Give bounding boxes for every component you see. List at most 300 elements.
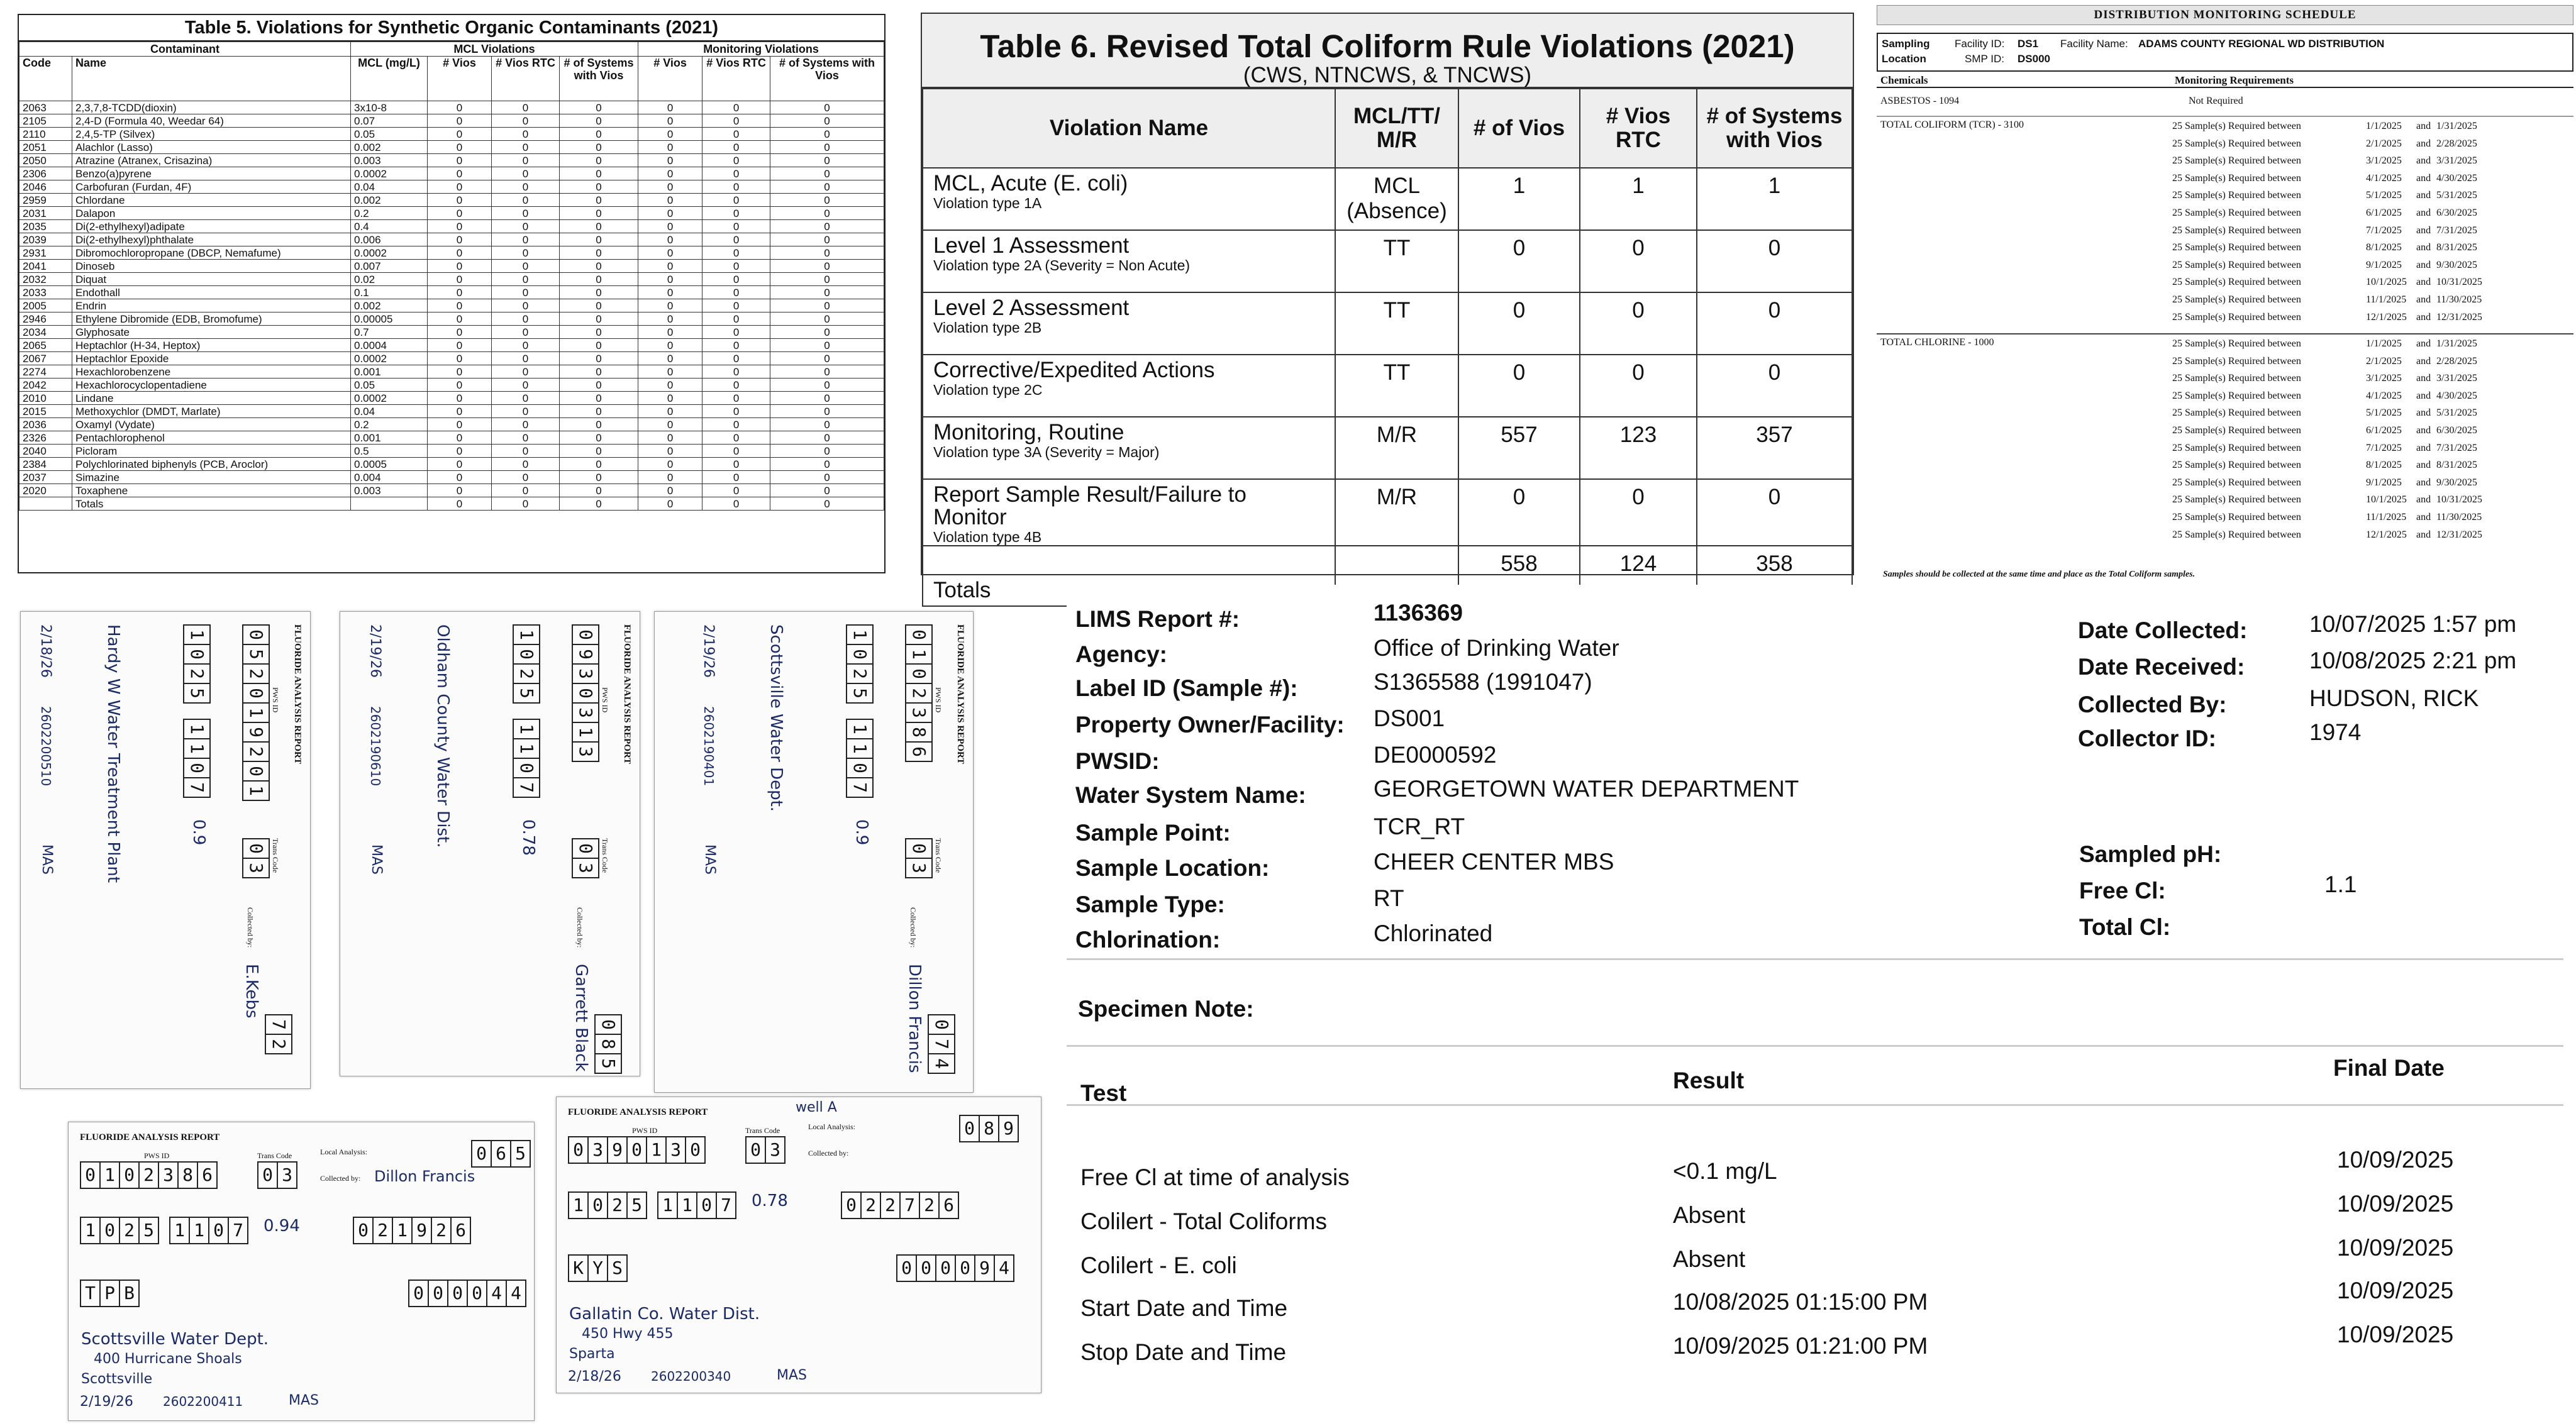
table5-cell: 0: [702, 405, 770, 418]
digit-boxes-contam: [846, 624, 874, 702]
digit-box: 5: [513, 683, 540, 704]
collector-name: E.Kebs: [242, 964, 261, 1019]
schedule-line-text: 25 Sample(s) Required between: [2172, 121, 2301, 131]
schedule-and: and: [2416, 190, 2431, 201]
table5-cell: 0: [560, 154, 638, 167]
table5-cell: 0.003: [351, 154, 428, 167]
table5-cell: 0: [560, 299, 638, 312]
table5-cell: 0: [492, 220, 560, 233]
table5-cell: 0: [428, 418, 492, 431]
totals-label: Totals: [923, 546, 1335, 606]
col-test: Test: [1080, 1080, 1127, 1106]
violation-type: Violation type 4B: [933, 529, 1042, 545]
digit-boxes-count: [928, 1014, 955, 1073]
table5-cell: 0: [702, 379, 770, 392]
table5-cell: 0: [638, 207, 702, 220]
table5-row: [19, 141, 884, 154]
table5-cell: 0: [702, 458, 770, 471]
table5-cell: 0: [560, 167, 638, 180]
table5-cell: 0: [428, 339, 492, 352]
table5-cell: 0: [428, 405, 492, 418]
table5-cell: 0.006: [351, 233, 428, 246]
table5-cell: 0: [492, 405, 560, 418]
table5-row: [19, 273, 884, 286]
violation-rtc: 1: [1580, 168, 1697, 230]
table6-row: [923, 417, 1852, 479]
digit-box: 3: [665, 1136, 686, 1164]
table5-cell: 2063: [19, 101, 72, 114]
table5-cell: 0: [560, 445, 638, 458]
table5-cell: 0: [428, 114, 492, 128]
digit-box: 1: [513, 738, 540, 759]
digit-box: 1: [846, 719, 874, 739]
table5-cell: 0: [638, 286, 702, 299]
trans-label: Trans Code: [601, 838, 609, 873]
table5-cell: 2051: [19, 141, 72, 154]
violation-name-cell: [923, 355, 1335, 417]
collected-label: Collected by:: [246, 907, 255, 948]
table5-cell: 0: [638, 180, 702, 194]
schedule-and: and: [2416, 277, 2431, 288]
table5-cell: 0: [492, 207, 560, 220]
schedule-end-date: 9/30/2025: [2436, 259, 2477, 270]
table5-cell: 2040: [19, 445, 72, 458]
table5-cell: Glyphosate: [72, 326, 351, 339]
digit-box: 6: [491, 1140, 511, 1168]
table5-cell: 2274: [19, 365, 72, 379]
schedule-end-date: 2/28/2025: [2436, 138, 2477, 149]
schedule-end-date: 2/28/2025: [2436, 355, 2477, 367]
schedule-and: and: [2416, 477, 2431, 488]
table5-row: [19, 207, 884, 220]
table5-cell: 0.001: [351, 431, 428, 445]
digit-box: 0: [447, 1280, 468, 1307]
schedule-start-date: 1/1/2025: [2366, 121, 2402, 131]
digit-box: 0: [916, 1254, 936, 1282]
digit-box: 4: [928, 1053, 955, 1074]
table5-cell: 0: [492, 141, 560, 154]
schedule-and: and: [2416, 407, 2431, 419]
table5-cell: 0: [638, 299, 702, 312]
table5-row: [19, 260, 884, 273]
digit-box: 8: [594, 1034, 622, 1054]
digit-box: 1: [183, 719, 211, 739]
table5-cell: Dinoseb: [72, 260, 351, 273]
lims-value-8: RT: [1374, 885, 1404, 911]
table5-cell: 0: [702, 128, 770, 141]
col-requirements: Monitoring Requirements: [2175, 74, 2294, 86]
trans-label: Trans Code: [934, 838, 943, 873]
digit-box: Y: [587, 1254, 608, 1282]
table5-header-0: Code: [19, 57, 72, 101]
table5-cell: 0: [638, 273, 702, 286]
violation-rtc: 0: [1580, 479, 1697, 546]
table5-cell: 0: [770, 220, 884, 233]
schedule-line-text: 25 Sample(s) Required between: [2172, 494, 2301, 506]
table5-cell: 0: [770, 405, 884, 418]
analyst-initials: MAS: [702, 844, 718, 875]
table5-cell: 0.5: [351, 445, 428, 458]
schedule-start-date: 9/1/2025: [2366, 259, 2402, 270]
digit-box: 2: [138, 1161, 159, 1189]
table5-cell: 0: [428, 194, 492, 207]
table5-cell: 0: [560, 233, 638, 246]
schedule-start-date: 12/1/2025: [2366, 529, 2407, 540]
schedule-start-date: 6/1/2025: [2366, 425, 2402, 436]
table5-cell: Ethylene Dibromide (EDB, Bromofume): [72, 312, 351, 326]
schedule-start-date: 10/1/2025: [2366, 494, 2407, 506]
violation-rtc: 123: [1580, 417, 1697, 479]
table5-cell: 0.0002: [351, 352, 428, 365]
schedule-end-date: 4/30/2025: [2436, 390, 2477, 401]
violation-name: Level 1 Assessment: [933, 233, 1130, 258]
table6-row: [923, 292, 1852, 355]
violation-name-cell: [923, 479, 1335, 546]
digit-box: 0: [572, 838, 599, 859]
table5-cell: 0: [560, 194, 638, 207]
table5-cell: 0: [560, 418, 638, 431]
digit-box: 0: [572, 683, 599, 704]
asbestos-req: Not Required: [2189, 96, 2243, 106]
digit-box: 0: [428, 1280, 448, 1307]
digit-box: 1: [183, 624, 211, 645]
schedule-and: and: [2416, 373, 2431, 384]
lims-label-5: Water System Name:: [1075, 782, 1306, 808]
digit-box: 1: [568, 1191, 589, 1219]
test-final-date: 10/09/2025: [2337, 1147, 2454, 1173]
schedule-line-text: 25 Sample(s) Required between: [2172, 425, 2301, 436]
table5-cell: 0: [428, 101, 492, 114]
digit-box: 0: [696, 1191, 717, 1219]
table5-cell: 2326: [19, 431, 72, 445]
digit-box: 2: [183, 663, 211, 684]
table5-cell: 2010: [19, 392, 72, 405]
facility-name: ADAMS COUNTY REGIONAL WD DISTRIBUTION: [2138, 38, 2385, 50]
schedule-and: and: [2416, 155, 2431, 167]
digit-box: 1: [80, 1217, 101, 1244]
table5-cell: 0: [770, 352, 884, 365]
collected-label: Collected by:: [808, 1149, 849, 1158]
table5-header-6: # Vios: [638, 57, 702, 101]
table5-cell: 0: [492, 154, 560, 167]
table5-cell: 0.004: [351, 471, 428, 484]
digit-boxes-trans: [745, 1136, 784, 1164]
table5-cell: 0: [428, 497, 492, 511]
schedule-and: and: [2416, 121, 2431, 131]
digit-box: B: [119, 1280, 140, 1307]
trans-label: Trans Code: [257, 1151, 292, 1160]
sampled-ph-label: Sampled pH:: [2079, 841, 2222, 867]
table5-cell: 0.002: [351, 141, 428, 154]
table5-cell: 0: [770, 418, 884, 431]
schedule-line-text: 25 Sample(s) Required between: [2172, 373, 2301, 384]
table5-cell: 0: [702, 286, 770, 299]
supply-name: Scottsville Water Dept.: [767, 624, 786, 812]
schedule-start-date: 10/1/2025: [2366, 277, 2407, 288]
table5-cell: 2065: [19, 339, 72, 352]
digit-box: 4: [506, 1280, 526, 1307]
table5-cell: 0: [492, 101, 560, 114]
table5-cell: 0.04: [351, 180, 428, 194]
result-value: 0.9: [852, 819, 871, 846]
free-cl-value: 1.1: [2324, 871, 2357, 897]
table5-cell: 0: [428, 312, 492, 326]
table5-cell: 0: [428, 326, 492, 339]
schedule-end-date: 8/31/2025: [2436, 242, 2477, 253]
table5-cell: Oxamyl (Vydate): [72, 418, 351, 431]
table5-cell: 0: [702, 207, 770, 220]
lab-number: 2602190401: [701, 706, 716, 787]
table5-cell: 0: [638, 326, 702, 339]
digit-boxes-contam: [513, 624, 540, 702]
chlorine-section: [1877, 334, 2573, 560]
table5-row: [19, 471, 884, 484]
table5-cell: 0: [770, 286, 884, 299]
digit-box: 1: [189, 1217, 209, 1244]
violation-vios: 557: [1458, 417, 1580, 479]
table5-cell: 2034: [19, 326, 72, 339]
table5-cell: 0: [638, 405, 702, 418]
digit-box: 0: [408, 1280, 429, 1307]
table5-cell: 2037: [19, 471, 72, 484]
digit-box: 1: [242, 780, 270, 801]
table5-cell: 0: [638, 339, 702, 352]
table5-cell: 0: [560, 326, 638, 339]
fluoride-card-e: [556, 1097, 1041, 1393]
supply-city: Sparta: [569, 1346, 615, 1362]
table5-row: [19, 101, 884, 114]
violation-mcl: MCL (Absence): [1335, 168, 1458, 230]
table5-cell: Simazine: [72, 471, 351, 484]
card-note: well A: [796, 1100, 837, 1115]
schedule-line-text: 25 Sample(s) Required between: [2172, 190, 2301, 201]
schedule-line-text: 25 Sample(s) Required between: [2172, 311, 2301, 323]
totals-sys: 358: [1697, 546, 1852, 606]
fluoride-card-a: [20, 611, 311, 1089]
table5-cell: 0: [702, 180, 770, 194]
trans-label: Trans Code: [745, 1126, 780, 1135]
supply-name: Gallatin Co. Water Dist.: [569, 1305, 760, 1324]
schedule-start-date: 2/1/2025: [2366, 355, 2402, 367]
table5-cell: 0: [770, 312, 884, 326]
divider: [1067, 1045, 2563, 1047]
table5-cell: 0: [702, 326, 770, 339]
digit-box: 3: [572, 702, 599, 723]
schedule-line-text: 25 Sample(s) Required between: [2172, 407, 2301, 419]
table5-row: [19, 167, 884, 180]
digit-box: 0: [257, 1161, 278, 1189]
violation-name-cell: [923, 417, 1335, 479]
digit-box: 6: [450, 1217, 471, 1244]
schedule-start-date: 3/1/2025: [2366, 373, 2402, 384]
digit-box: 2: [372, 1217, 393, 1244]
digit-box: 2: [242, 741, 270, 762]
table5-cell: 0.07: [351, 114, 428, 128]
lims-value-2: S1365588 (1991047): [1374, 669, 1592, 695]
digit-box: 7: [846, 777, 874, 798]
table5-cell: 0: [492, 392, 560, 405]
digit-box: 4: [994, 1254, 1014, 1282]
digit-box: 0: [242, 624, 270, 645]
test-final-date: 10/09/2025: [2337, 1235, 2454, 1261]
table5-cell: 2946: [19, 312, 72, 326]
test-name: Stop Date and Time: [1080, 1339, 1287, 1365]
digit-boxes-lab_id: [896, 1254, 1013, 1282]
test-name: Free Cl at time of analysis: [1080, 1164, 1350, 1190]
table5-group-mcl: MCL Violations: [351, 42, 638, 57]
schedule-and: and: [2416, 294, 2431, 305]
lims-right-label-0: Date Collected:: [2078, 617, 2248, 643]
digit-box: T: [80, 1280, 101, 1307]
violation-mcl: TT: [1335, 355, 1458, 417]
result-value: 0.78: [752, 1191, 788, 1210]
table5-cell: 0: [428, 286, 492, 299]
supply-name: Oldham County Water Dist.: [433, 624, 452, 848]
schedule-note: Samples should be collected at the same time and place as the Total Coliform samples.: [1883, 570, 2196, 579]
violation-type: Violation type 2C: [933, 382, 1043, 398]
digit-box: 0: [846, 758, 874, 778]
table5-cell: 0: [428, 180, 492, 194]
lims-right-value-1: 10/08/2025 2:21 pm: [2309, 648, 2517, 673]
violation-sys: 0: [1697, 230, 1852, 292]
schedule-end-date: 3/31/2025: [2436, 155, 2477, 167]
digit-boxes-pws: [568, 1136, 704, 1164]
table5-cell: 0: [702, 246, 770, 260]
digit-box: P: [99, 1280, 120, 1307]
table5-cell: 2042: [19, 379, 72, 392]
schedule-and: and: [2416, 529, 2431, 540]
digit-boxes-count: [471, 1140, 530, 1168]
digit-box: 0: [119, 1161, 140, 1189]
violation-name-cell: [923, 292, 1335, 355]
table5-cell: 0: [492, 299, 560, 312]
asbestos-row: [1877, 88, 2573, 117]
violation-rtc: 0: [1580, 230, 1697, 292]
table5-row: [19, 352, 884, 365]
table5-cell: 0: [560, 458, 638, 471]
table5-cell: 0: [638, 458, 702, 471]
digit-box: 1: [657, 1191, 678, 1219]
digit-box: 7: [183, 777, 211, 798]
table5-cell: 0: [428, 431, 492, 445]
schedule-end-date: 7/31/2025: [2436, 442, 2477, 453]
lab-number: 2602200510: [38, 706, 53, 787]
table5-cell: Totals: [72, 497, 351, 511]
table5-header-7: # Vios RTC: [702, 57, 770, 101]
violation-sys: 1: [1697, 168, 1852, 230]
table5-cell: 0: [560, 392, 638, 405]
totals-vios: 558: [1458, 546, 1580, 606]
digit-box: 2: [513, 663, 540, 684]
table6-title-block: [922, 14, 1853, 88]
digit-boxes-pws: [242, 624, 270, 800]
collected-label: Collected by:: [575, 907, 584, 948]
digit-box: 0: [955, 1254, 975, 1282]
table5-cell: Heptachlor (H-34, Heptox): [72, 339, 351, 352]
violation-mcl: M/R: [1335, 479, 1458, 546]
digit-box: 9: [242, 722, 270, 743]
lims-value-0: 1136369: [1374, 600, 1463, 626]
digit-box: 9: [974, 1254, 995, 1282]
table5-cell: 0: [492, 497, 560, 511]
table5-cell: 0.0002: [351, 392, 428, 405]
table5-row: [19, 484, 884, 497]
table5-cell: 0: [770, 471, 884, 484]
lims-right-label-3: Collector ID:: [2078, 726, 2216, 751]
lims-right-label-1: Date Received:: [2078, 654, 2245, 680]
table5-cell: 0: [702, 365, 770, 379]
table5-cell: 2959: [19, 194, 72, 207]
digit-boxes-trans: [905, 838, 933, 877]
table5-header-2: MCL (mg/L): [351, 57, 428, 101]
schedule-end-date: 9/30/2025: [2436, 477, 2477, 488]
digit-boxes-trans: [242, 838, 270, 877]
table5-cell: Toxaphene: [72, 484, 351, 497]
table5-cell: 0: [492, 180, 560, 194]
table5-cell: 0: [560, 141, 638, 154]
table5-cell: 0.1: [351, 286, 428, 299]
trans-label: Trans Code: [271, 838, 280, 873]
table5-cell: 0: [702, 220, 770, 233]
violation-sys: 357: [1697, 417, 1852, 479]
digit-box: 9: [411, 1217, 432, 1244]
table5-cell: 0: [492, 379, 560, 392]
collector-name: Dillon Francis: [374, 1168, 475, 1185]
table5-cell: Dibromochloropropane (DBCP, Nemafume): [72, 246, 351, 260]
digit-box: 3: [587, 1136, 608, 1164]
test-result: Absent: [1673, 1246, 1746, 1272]
table5-cell: 0: [492, 286, 560, 299]
table5-cell: 0: [428, 299, 492, 312]
digit-box: 0: [841, 1191, 862, 1219]
supply-address: 450 Hwy 455: [582, 1326, 674, 1342]
schedule-end-date: 11/30/2025: [2436, 294, 2482, 305]
digit-box: 5: [242, 644, 270, 665]
table5-cell: 0: [560, 260, 638, 273]
digit-boxes-pws: [905, 624, 933, 761]
table5-row: [19, 458, 884, 471]
table5-header-4: # Vios RTC: [492, 57, 560, 101]
violation-vios: 0: [1458, 292, 1580, 355]
schedule-line-text: 25 Sample(s) Required between: [2172, 294, 2301, 305]
schedule-end-date: 4/30/2025: [2436, 172, 2477, 184]
schedule-start-date: 11/1/2025: [2366, 294, 2407, 305]
schedule-end-date: 6/30/2025: [2436, 425, 2477, 436]
digit-box: 1: [846, 738, 874, 759]
table5-row: [19, 312, 884, 326]
table5-row: [19, 246, 884, 260]
card-rotated-body: [340, 612, 640, 1076]
date-received: 2/18/26: [38, 624, 53, 678]
table5-cell: 0: [770, 445, 884, 458]
free-cl-label: Free Cl:: [2079, 878, 2166, 904]
digit-boxes-contam: [568, 1191, 646, 1219]
digit-box: 5: [594, 1053, 622, 1074]
table5-cell: 0: [638, 233, 702, 246]
table5-cell: Methoxychlor (DMDT, Marlate): [72, 405, 351, 418]
schedule-end-date: 1/31/2025: [2436, 338, 2477, 349]
digit-box: 8: [177, 1161, 198, 1189]
table5-cell: 0: [702, 312, 770, 326]
digit-box: 9: [607, 1136, 628, 1164]
table5-cell: 0: [638, 260, 702, 273]
table6-row: [923, 230, 1852, 292]
digit-boxes-pws: [80, 1161, 216, 1189]
table5-row: [19, 365, 884, 379]
digit-box: 5: [626, 1191, 647, 1219]
table5-cell: 3x10-8: [351, 101, 428, 114]
violation-type: Violation type 3A (Severity = Major): [933, 444, 1160, 460]
